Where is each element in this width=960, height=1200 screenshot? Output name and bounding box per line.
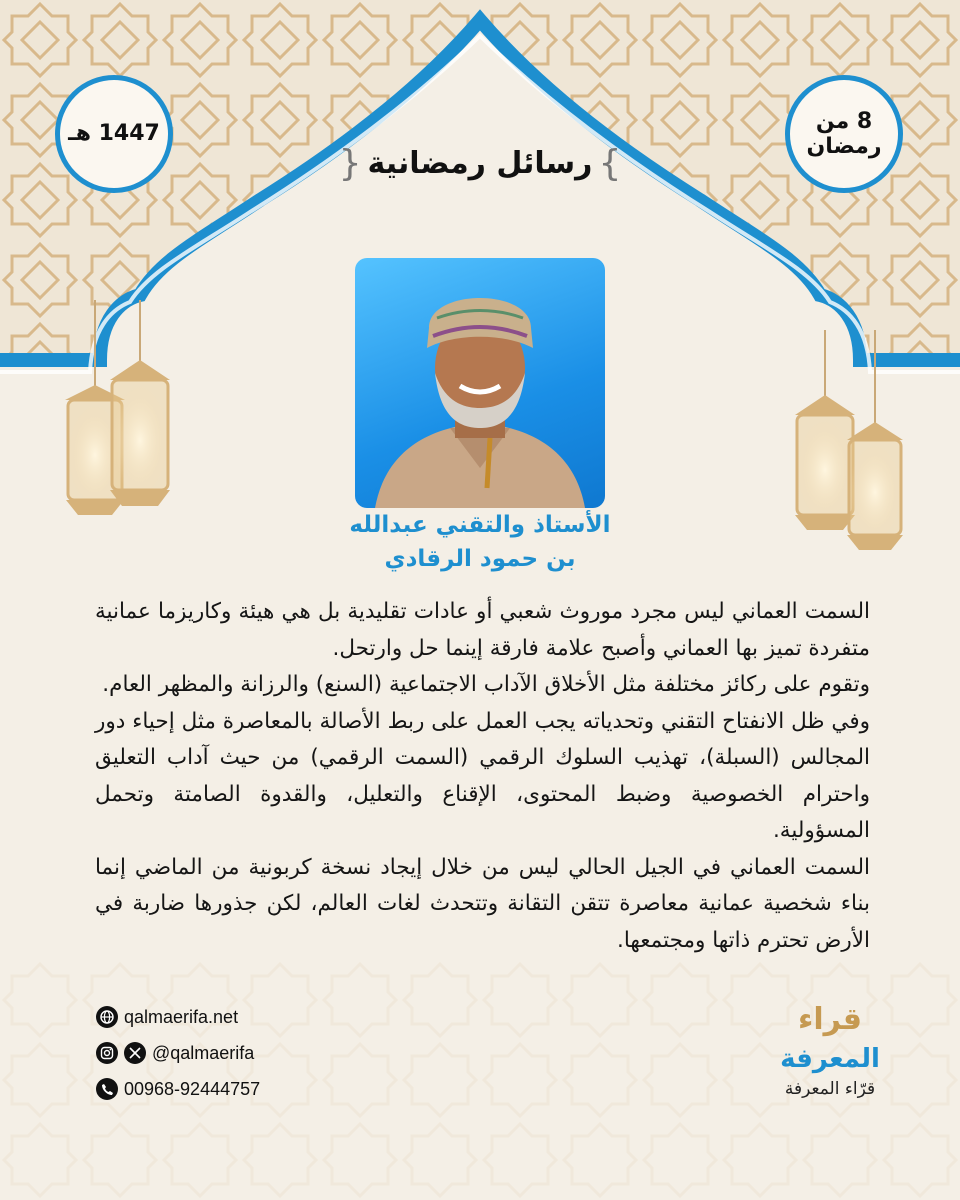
x-icon[interactable] xyxy=(124,1042,146,1064)
hijri-year: 1447 هـ xyxy=(68,121,160,147)
title-brace-right: } xyxy=(598,142,622,184)
paragraph: وفي ظل الانفتاح التقني وتحدياته يجب العمل على ربط الأصالة بالمعاصرة مثل إحياء دور المجالس (السبلة)، تهذيب السلوك الرقمي (السمت الرقمي) من حيث آداب التعليق واحترام الخصوصية وضبط المحتوى، الإقناع والتعليل، والقدوة الصامتة وتحمل المسؤولية. xyxy=(95,708,870,843)
brand-logo xyxy=(775,995,885,1115)
ramadan-day-line2: رمضان xyxy=(806,134,882,159)
phone-row[interactable] xyxy=(96,1077,260,1101)
title-text: رسائل رمضانية xyxy=(367,145,593,181)
logo-caption: قرّاء المعرفة xyxy=(784,1079,876,1099)
logo-word-top: قراء xyxy=(798,1002,862,1037)
paragraph: وتقوم على ركائز مختلفة مثل الأخلاق الآداب الاجتماعية (السنع) والرزانة والمظهر العام. xyxy=(102,672,870,697)
ramadan-day-line1: 8 من xyxy=(815,108,873,134)
phone-icon xyxy=(96,1078,118,1100)
paragraph: السمت العماني ليس مجرد موروث شعبي أو عادات تقليدية بل هي هيئة وكاريزما عمانية متفردة تميز بها العماني وأصبح علامة فارقة إينما حل وارتحل. xyxy=(95,599,870,661)
instagram-icon[interactable] xyxy=(96,1042,118,1064)
globe-icon xyxy=(96,1006,118,1028)
website-link[interactable]: qalmaerifa.net xyxy=(124,1006,239,1027)
speaker-portrait xyxy=(355,258,605,508)
message-body xyxy=(95,594,870,959)
paragraph: السمت العماني في الجيل الحالي ليس من خلال إيجاد نسخة كربونية من الماضي إنما بناء شخصية عمانية معاصرة تتقن التقانة وتتحدث لغات العالم، لكن جذورها ضاربة في الأرض تحترم ذاتها ومجتمعها. xyxy=(95,854,870,953)
logo-wordmark xyxy=(780,995,880,1075)
hijri-year-badge xyxy=(55,75,173,193)
contact-info xyxy=(96,1005,260,1113)
logo-word-bottom: المعرفة xyxy=(780,1044,880,1074)
title-brace-left: { xyxy=(338,142,362,184)
website-row[interactable] xyxy=(96,1005,260,1029)
phone-number[interactable]: 00968-92444757 xyxy=(124,1078,261,1099)
page-title xyxy=(330,138,630,188)
ramadan-day-badge xyxy=(785,75,903,193)
speaker-name-line1: الأستاذ والتقني عبدالله xyxy=(349,512,611,538)
speaker-name-line2: بن حمود الرقادي xyxy=(384,546,576,572)
social-row xyxy=(96,1041,260,1065)
social-handle[interactable]: @qalmaerifa xyxy=(152,1042,255,1063)
